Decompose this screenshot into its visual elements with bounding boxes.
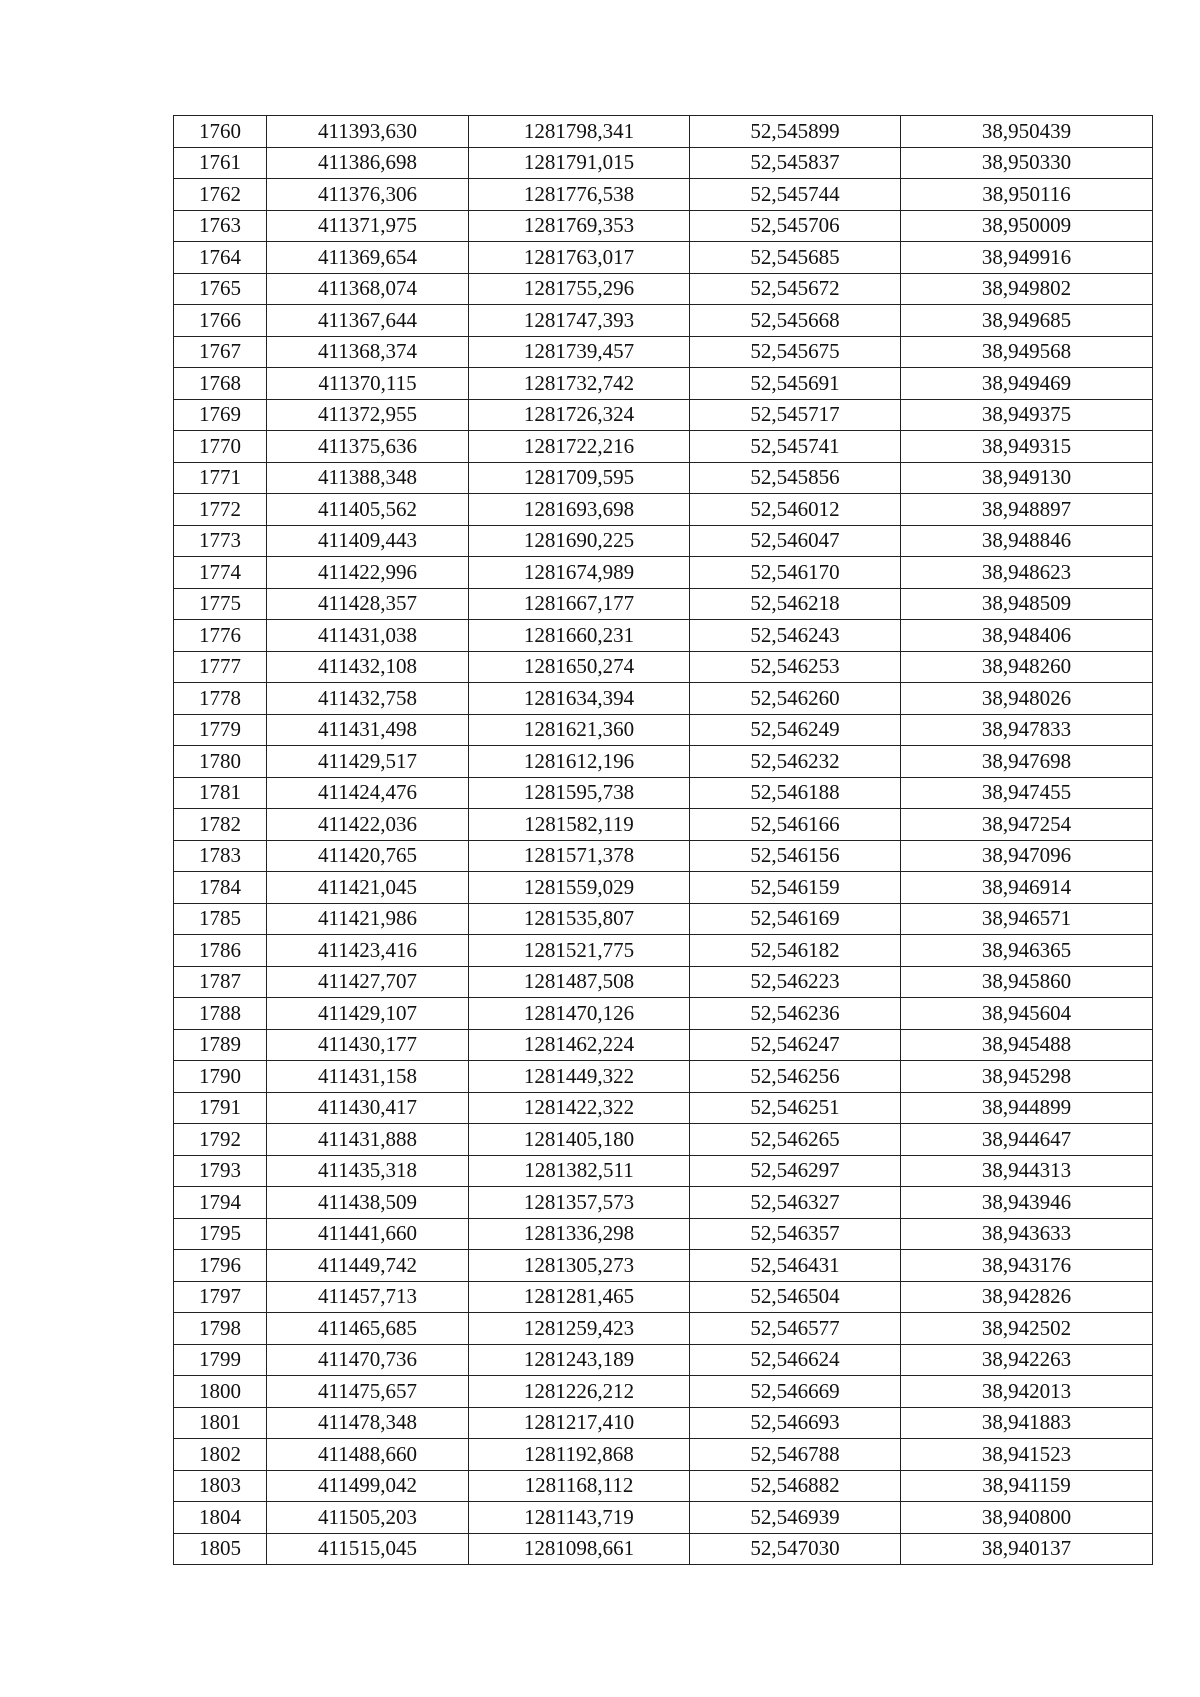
point-number-cell: 1779 <box>174 714 267 746</box>
longitude-cell: 38,949802 <box>901 273 1153 305</box>
y-coordinate-cell: 1281571,378 <box>469 840 690 872</box>
x-coordinate-cell: 411420,765 <box>267 840 469 872</box>
x-coordinate-cell: 411505,203 <box>267 1502 469 1534</box>
latitude-cell: 52,546159 <box>690 872 901 904</box>
table-row <box>174 1124 1153 1156</box>
y-coordinate-cell: 1281612,196 <box>469 746 690 778</box>
latitude-cell: 52,546188 <box>690 777 901 809</box>
point-number-cell: 1770 <box>174 431 267 463</box>
latitude-cell: 52,546624 <box>690 1344 901 1376</box>
y-coordinate-cell: 1281192,868 <box>469 1439 690 1471</box>
y-coordinate-cell: 1281559,029 <box>469 872 690 904</box>
table-row <box>174 399 1153 431</box>
point-number-cell: 1762 <box>174 179 267 211</box>
y-coordinate-cell: 1281690,225 <box>469 525 690 557</box>
x-coordinate-cell: 411421,045 <box>267 872 469 904</box>
longitude-cell: 38,945860 <box>901 966 1153 998</box>
point-number-cell: 1780 <box>174 746 267 778</box>
y-coordinate-cell: 1281674,989 <box>469 557 690 589</box>
table-row <box>174 1407 1153 1439</box>
table-row <box>174 1533 1153 1565</box>
y-coordinate-cell: 1281521,775 <box>469 935 690 967</box>
y-coordinate-cell: 1281798,341 <box>469 116 690 148</box>
latitude-cell: 52,545668 <box>690 305 901 337</box>
y-coordinate-cell: 1281449,322 <box>469 1061 690 1093</box>
table-row <box>174 903 1153 935</box>
x-coordinate-cell: 411432,758 <box>267 683 469 715</box>
y-coordinate-cell: 1281243,189 <box>469 1344 690 1376</box>
y-coordinate-cell: 1281462,224 <box>469 1029 690 1061</box>
point-number-cell: 1777 <box>174 651 267 683</box>
table-row <box>174 1061 1153 1093</box>
longitude-cell: 38,950330 <box>901 147 1153 179</box>
point-number-cell: 1798 <box>174 1313 267 1345</box>
point-number-cell: 1788 <box>174 998 267 1030</box>
point-number-cell: 1781 <box>174 777 267 809</box>
y-coordinate-cell: 1281535,807 <box>469 903 690 935</box>
table-row <box>174 462 1153 494</box>
point-number-cell: 1783 <box>174 840 267 872</box>
latitude-cell: 52,546577 <box>690 1313 901 1345</box>
latitude-cell: 52,546669 <box>690 1376 901 1408</box>
longitude-cell: 38,945488 <box>901 1029 1153 1061</box>
x-coordinate-cell: 411449,742 <box>267 1250 469 1282</box>
latitude-cell: 52,546431 <box>690 1250 901 1282</box>
table-row <box>174 1281 1153 1313</box>
longitude-cell: 38,949315 <box>901 431 1153 463</box>
x-coordinate-cell: 411372,955 <box>267 399 469 431</box>
x-coordinate-cell: 411367,644 <box>267 305 469 337</box>
point-number-cell: 1790 <box>174 1061 267 1093</box>
point-number-cell: 1771 <box>174 462 267 494</box>
y-coordinate-cell: 1281098,661 <box>469 1533 690 1565</box>
x-coordinate-cell: 411488,660 <box>267 1439 469 1471</box>
table-row <box>174 1439 1153 1471</box>
longitude-cell: 38,949916 <box>901 242 1153 274</box>
longitude-cell: 38,941523 <box>901 1439 1153 1471</box>
table-row <box>174 1029 1153 1061</box>
latitude-cell: 52,545899 <box>690 116 901 148</box>
table-row <box>174 683 1153 715</box>
table-row <box>174 872 1153 904</box>
y-coordinate-cell: 1281634,394 <box>469 683 690 715</box>
latitude-cell: 52,546218 <box>690 588 901 620</box>
x-coordinate-cell: 411428,357 <box>267 588 469 620</box>
point-number-cell: 1761 <box>174 147 267 179</box>
y-coordinate-cell: 1281660,231 <box>469 620 690 652</box>
table-row <box>174 1470 1153 1502</box>
point-number-cell: 1797 <box>174 1281 267 1313</box>
latitude-cell: 52,546357 <box>690 1218 901 1250</box>
y-coordinate-cell: 1281259,423 <box>469 1313 690 1345</box>
table-row <box>174 1187 1153 1219</box>
y-coordinate-cell: 1281405,180 <box>469 1124 690 1156</box>
x-coordinate-cell: 411499,042 <box>267 1470 469 1502</box>
x-coordinate-cell: 411370,115 <box>267 368 469 400</box>
y-coordinate-cell: 1281422,322 <box>469 1092 690 1124</box>
x-coordinate-cell: 411422,036 <box>267 809 469 841</box>
point-number-cell: 1796 <box>174 1250 267 1282</box>
x-coordinate-cell: 411457,713 <box>267 1281 469 1313</box>
longitude-cell: 38,947833 <box>901 714 1153 746</box>
longitude-cell: 38,950439 <box>901 116 1153 148</box>
table-row <box>174 1155 1153 1187</box>
latitude-cell: 52,545744 <box>690 179 901 211</box>
latitude-cell: 52,545717 <box>690 399 901 431</box>
longitude-cell: 38,948623 <box>901 557 1153 589</box>
latitude-cell: 52,546243 <box>690 620 901 652</box>
point-number-cell: 1782 <box>174 809 267 841</box>
latitude-cell: 52,546012 <box>690 494 901 526</box>
longitude-cell: 38,947698 <box>901 746 1153 778</box>
x-coordinate-cell: 411376,306 <box>267 179 469 211</box>
y-coordinate-cell: 1281357,573 <box>469 1187 690 1219</box>
y-coordinate-cell: 1281763,017 <box>469 242 690 274</box>
table-row <box>174 840 1153 872</box>
y-coordinate-cell: 1281755,296 <box>469 273 690 305</box>
latitude-cell: 52,546251 <box>690 1092 901 1124</box>
longitude-cell: 38,943176 <box>901 1250 1153 1282</box>
point-number-cell: 1795 <box>174 1218 267 1250</box>
latitude-cell: 52,546169 <box>690 903 901 935</box>
point-number-cell: 1764 <box>174 242 267 274</box>
y-coordinate-cell: 1281693,698 <box>469 494 690 526</box>
latitude-cell: 52,546182 <box>690 935 901 967</box>
longitude-cell: 38,942502 <box>901 1313 1153 1345</box>
latitude-cell: 52,546327 <box>690 1187 901 1219</box>
y-coordinate-cell: 1281382,511 <box>469 1155 690 1187</box>
y-coordinate-cell: 1281769,353 <box>469 210 690 242</box>
point-number-cell: 1778 <box>174 683 267 715</box>
longitude-cell: 38,949375 <box>901 399 1153 431</box>
x-coordinate-cell: 411465,685 <box>267 1313 469 1345</box>
x-coordinate-cell: 411368,074 <box>267 273 469 305</box>
point-number-cell: 1789 <box>174 1029 267 1061</box>
table-row <box>174 1218 1153 1250</box>
x-coordinate-cell: 411368,374 <box>267 336 469 368</box>
y-coordinate-cell: 1281217,410 <box>469 1407 690 1439</box>
x-coordinate-cell: 411393,630 <box>267 116 469 148</box>
longitude-cell: 38,950009 <box>901 210 1153 242</box>
point-number-cell: 1772 <box>174 494 267 526</box>
y-coordinate-cell: 1281667,177 <box>469 588 690 620</box>
table-row <box>174 966 1153 998</box>
point-number-cell: 1773 <box>174 525 267 557</box>
table-row <box>174 525 1153 557</box>
latitude-cell: 52,546249 <box>690 714 901 746</box>
table-row <box>174 1502 1153 1534</box>
x-coordinate-cell: 411430,417 <box>267 1092 469 1124</box>
table-row <box>174 1092 1153 1124</box>
table-row <box>174 210 1153 242</box>
longitude-cell: 38,948260 <box>901 651 1153 683</box>
y-coordinate-cell: 1281650,274 <box>469 651 690 683</box>
point-number-cell: 1768 <box>174 368 267 400</box>
point-number-cell: 1787 <box>174 966 267 998</box>
latitude-cell: 52,546170 <box>690 557 901 589</box>
longitude-cell: 38,945604 <box>901 998 1153 1030</box>
longitude-cell: 38,948509 <box>901 588 1153 620</box>
y-coordinate-cell: 1281621,360 <box>469 714 690 746</box>
point-number-cell: 1793 <box>174 1155 267 1187</box>
latitude-cell: 52,545675 <box>690 336 901 368</box>
y-coordinate-cell: 1281595,738 <box>469 777 690 809</box>
x-coordinate-cell: 411422,996 <box>267 557 469 589</box>
latitude-cell: 52,545837 <box>690 147 901 179</box>
latitude-cell: 52,546223 <box>690 966 901 998</box>
point-number-cell: 1803 <box>174 1470 267 1502</box>
point-number-cell: 1763 <box>174 210 267 242</box>
latitude-cell: 52,546247 <box>690 1029 901 1061</box>
table-row <box>174 651 1153 683</box>
latitude-cell: 52,545706 <box>690 210 901 242</box>
point-number-cell: 1804 <box>174 1502 267 1534</box>
point-number-cell: 1786 <box>174 935 267 967</box>
latitude-cell: 52,545685 <box>690 242 901 274</box>
table-row <box>174 368 1153 400</box>
x-coordinate-cell: 411515,045 <box>267 1533 469 1565</box>
x-coordinate-cell: 411369,654 <box>267 242 469 274</box>
x-coordinate-cell: 411388,348 <box>267 462 469 494</box>
latitude-cell: 52,546166 <box>690 809 901 841</box>
x-coordinate-cell: 411475,657 <box>267 1376 469 1408</box>
table-row <box>174 809 1153 841</box>
table-row <box>174 273 1153 305</box>
table-row <box>174 179 1153 211</box>
longitude-cell: 38,950116 <box>901 179 1153 211</box>
y-coordinate-cell: 1281582,119 <box>469 809 690 841</box>
x-coordinate-cell: 411470,736 <box>267 1344 469 1376</box>
longitude-cell: 38,944313 <box>901 1155 1153 1187</box>
longitude-cell: 38,947254 <box>901 809 1153 841</box>
x-coordinate-cell: 411431,158 <box>267 1061 469 1093</box>
y-coordinate-cell: 1281336,298 <box>469 1218 690 1250</box>
longitude-cell: 38,946365 <box>901 935 1153 967</box>
longitude-cell: 38,940800 <box>901 1502 1153 1534</box>
table-row <box>174 588 1153 620</box>
longitude-cell: 38,941159 <box>901 1470 1153 1502</box>
x-coordinate-cell: 411386,698 <box>267 147 469 179</box>
point-number-cell: 1805 <box>174 1533 267 1565</box>
longitude-cell: 38,945298 <box>901 1061 1153 1093</box>
x-coordinate-cell: 411371,975 <box>267 210 469 242</box>
latitude-cell: 52,546256 <box>690 1061 901 1093</box>
y-coordinate-cell: 1281470,126 <box>469 998 690 1030</box>
point-number-cell: 1802 <box>174 1439 267 1471</box>
table-row <box>174 305 1153 337</box>
y-coordinate-cell: 1281791,015 <box>469 147 690 179</box>
latitude-cell: 52,545856 <box>690 462 901 494</box>
x-coordinate-cell: 411421,986 <box>267 903 469 935</box>
x-coordinate-cell: 411431,888 <box>267 1124 469 1156</box>
longitude-cell: 38,948846 <box>901 525 1153 557</box>
longitude-cell: 38,942826 <box>901 1281 1153 1313</box>
table-row <box>174 147 1153 179</box>
longitude-cell: 38,943633 <box>901 1218 1153 1250</box>
longitude-cell: 38,942263 <box>901 1344 1153 1376</box>
latitude-cell: 52,546504 <box>690 1281 901 1313</box>
point-number-cell: 1775 <box>174 588 267 620</box>
latitude-cell: 52,546253 <box>690 651 901 683</box>
latitude-cell: 52,546156 <box>690 840 901 872</box>
y-coordinate-cell: 1281739,457 <box>469 336 690 368</box>
longitude-cell: 38,948026 <box>901 683 1153 715</box>
longitude-cell: 38,946571 <box>901 903 1153 935</box>
point-number-cell: 1774 <box>174 557 267 589</box>
longitude-cell: 38,949130 <box>901 462 1153 494</box>
y-coordinate-cell: 1281776,538 <box>469 179 690 211</box>
point-number-cell: 1767 <box>174 336 267 368</box>
latitude-cell: 52,546232 <box>690 746 901 778</box>
x-coordinate-cell: 411429,517 <box>267 746 469 778</box>
longitude-cell: 38,949469 <box>901 368 1153 400</box>
longitude-cell: 38,949685 <box>901 305 1153 337</box>
table-row <box>174 1313 1153 1345</box>
y-coordinate-cell: 1281732,742 <box>469 368 690 400</box>
y-coordinate-cell: 1281722,216 <box>469 431 690 463</box>
longitude-cell: 38,948897 <box>901 494 1153 526</box>
x-coordinate-cell: 411438,509 <box>267 1187 469 1219</box>
x-coordinate-cell: 411409,443 <box>267 525 469 557</box>
longitude-cell: 38,948406 <box>901 620 1153 652</box>
longitude-cell: 38,944899 <box>901 1092 1153 1124</box>
x-coordinate-cell: 411478,348 <box>267 1407 469 1439</box>
table-row <box>174 777 1153 809</box>
latitude-cell: 52,545741 <box>690 431 901 463</box>
point-number-cell: 1801 <box>174 1407 267 1439</box>
x-coordinate-cell: 411375,636 <box>267 431 469 463</box>
point-number-cell: 1765 <box>174 273 267 305</box>
table-row <box>174 494 1153 526</box>
x-coordinate-cell: 411441,660 <box>267 1218 469 1250</box>
table-row <box>174 242 1153 274</box>
longitude-cell: 38,947096 <box>901 840 1153 872</box>
x-coordinate-cell: 411435,318 <box>267 1155 469 1187</box>
table-row <box>174 557 1153 589</box>
latitude-cell: 52,545691 <box>690 368 901 400</box>
y-coordinate-cell: 1281305,273 <box>469 1250 690 1282</box>
y-coordinate-cell: 1281168,112 <box>469 1470 690 1502</box>
longitude-cell: 38,943946 <box>901 1187 1153 1219</box>
longitude-cell: 38,946914 <box>901 872 1153 904</box>
y-coordinate-cell: 1281226,212 <box>469 1376 690 1408</box>
x-coordinate-cell: 411423,416 <box>267 935 469 967</box>
y-coordinate-cell: 1281709,595 <box>469 462 690 494</box>
table-row <box>174 714 1153 746</box>
x-coordinate-cell: 411424,476 <box>267 777 469 809</box>
longitude-cell: 38,942013 <box>901 1376 1153 1408</box>
table-row <box>174 1250 1153 1282</box>
longitude-cell: 38,940137 <box>901 1533 1153 1565</box>
point-number-cell: 1766 <box>174 305 267 337</box>
table-row <box>174 1344 1153 1376</box>
longitude-cell: 38,944647 <box>901 1124 1153 1156</box>
latitude-cell: 52,547030 <box>690 1533 901 1565</box>
x-coordinate-cell: 411432,108 <box>267 651 469 683</box>
y-coordinate-cell: 1281747,393 <box>469 305 690 337</box>
longitude-cell: 38,941883 <box>901 1407 1153 1439</box>
table-row <box>174 746 1153 778</box>
point-number-cell: 1784 <box>174 872 267 904</box>
x-coordinate-cell: 411427,707 <box>267 966 469 998</box>
point-number-cell: 1785 <box>174 903 267 935</box>
latitude-cell: 52,546047 <box>690 525 901 557</box>
point-number-cell: 1791 <box>174 1092 267 1124</box>
point-number-cell: 1800 <box>174 1376 267 1408</box>
table-row <box>174 935 1153 967</box>
x-coordinate-cell: 411429,107 <box>267 998 469 1030</box>
latitude-cell: 52,546265 <box>690 1124 901 1156</box>
table-body <box>174 116 1153 1565</box>
coordinates-table <box>173 115 1153 1565</box>
latitude-cell: 52,546297 <box>690 1155 901 1187</box>
point-number-cell: 1776 <box>174 620 267 652</box>
y-coordinate-cell: 1281487,508 <box>469 966 690 998</box>
point-number-cell: 1799 <box>174 1344 267 1376</box>
latitude-cell: 52,546260 <box>690 683 901 715</box>
latitude-cell: 52,546236 <box>690 998 901 1030</box>
table-row <box>174 116 1153 148</box>
table-row <box>174 620 1153 652</box>
longitude-cell: 38,949568 <box>901 336 1153 368</box>
latitude-cell: 52,545672 <box>690 273 901 305</box>
point-number-cell: 1792 <box>174 1124 267 1156</box>
y-coordinate-cell: 1281143,719 <box>469 1502 690 1534</box>
x-coordinate-cell: 411405,562 <box>267 494 469 526</box>
point-number-cell: 1794 <box>174 1187 267 1219</box>
table-row <box>174 1376 1153 1408</box>
table-row <box>174 998 1153 1030</box>
x-coordinate-cell: 411430,177 <box>267 1029 469 1061</box>
point-number-cell: 1760 <box>174 116 267 148</box>
latitude-cell: 52,546882 <box>690 1470 901 1502</box>
latitude-cell: 52,546788 <box>690 1439 901 1471</box>
x-coordinate-cell: 411431,038 <box>267 620 469 652</box>
latitude-cell: 52,546939 <box>690 1502 901 1534</box>
table-row <box>174 431 1153 463</box>
y-coordinate-cell: 1281281,465 <box>469 1281 690 1313</box>
x-coordinate-cell: 411431,498 <box>267 714 469 746</box>
y-coordinate-cell: 1281726,324 <box>469 399 690 431</box>
table-row <box>174 336 1153 368</box>
point-number-cell: 1769 <box>174 399 267 431</box>
latitude-cell: 52,546693 <box>690 1407 901 1439</box>
longitude-cell: 38,947455 <box>901 777 1153 809</box>
